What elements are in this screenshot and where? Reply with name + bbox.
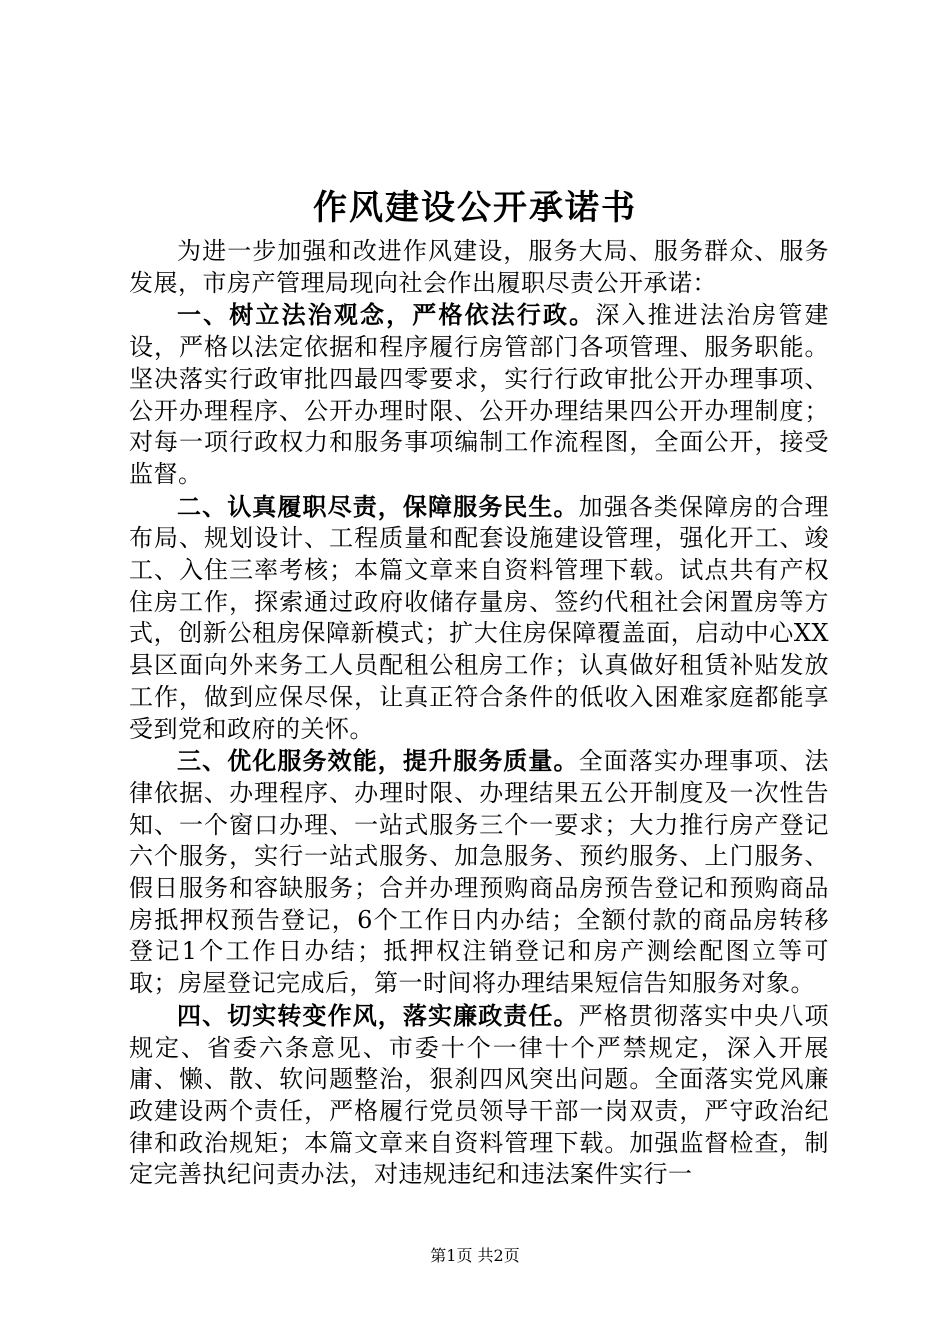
section-paragraph-3 bbox=[129, 745, 829, 1000]
section-paragraph-1 bbox=[129, 299, 829, 490]
section-paragraph-4 bbox=[129, 1000, 829, 1191]
section-text-3: 全面落实办理事项、法律依据、办理程序、办理时限、办理结果五公开制度及一次性告知、一个窗口办理、一站式服务三个一要求；大力推行房产登记六个服务，实行一站式服务、加急服务、预约服务、上门服务、假日服务和容缺服务；合并办理预购商品房预告登记和预购商品房抵押权预告登记，6个工作日内办结；全额付款的商品房转移登记1个工作日办结；抵押权注销登记和房产测绘配图立等可取；房屋登记完成后，第一时间将办理结果短信告知服务对象。 bbox=[129, 747, 830, 998]
section-text-4: 严格贯彻落实中央八项规定、省委六条意见、市委十个一律十个严禁规定，深入开展庸、懒、散、软问题整治，狠刹四风突出问题。全面落实党风廉政建设两个责任，严格履行党员领导干部一岗双责，严守政治纪律和政治规矩；本篇文章来自资料管理下载。加强监督检查，制定完善执纪问责办法，对违规违纪和违法案件实行一 bbox=[129, 1001, 830, 1189]
section-text-2: 加强各类保障房的合理布局、规划设计、工程质量和配套设施建设管理，强化开工、竣工、入住三率考核；本篇文章来自资料管理下载。试点共有产权住房工作，探索通过政府收储存量房、签约代租社会闲置房等方式，创新公租房保障新模式；扩大住房保障覆盖面，启动中心XX县区面向外来务工人员配租公租房工作；认真做好租赁补贴发放工作，做到应保尽保，让真正符合条件的低收入困难家庭都能享受到党和政府的关怀。 bbox=[129, 492, 830, 743]
document-body bbox=[129, 236, 829, 1191]
section-paragraph-2 bbox=[129, 491, 829, 746]
section-heading-3: 三、优化服务效能，提升服务质量。 bbox=[177, 746, 579, 776]
section-heading-2: 二、认真履职尽责，保障服务民生。 bbox=[177, 491, 579, 521]
section-text-1: 深入推进法治房管建设，严格以法定依据和程序履行房管部门各项管理、服务职能。坚决落实行政审批四最四零要求，实行行政审批公开办理事项、公开办理程序、公开办理时限、公开办理结果四公开办理制度；对每一项行政权力和服务事项编制工作流程图，全面公开，接受监督。 bbox=[129, 301, 830, 488]
page-number-footer: 第1页 共2页 bbox=[430, 1246, 520, 1265]
document-title: 作风建设公开承诺书 bbox=[313, 188, 637, 228]
section-heading-1: 一、树立法治观念，严格依法行政。 bbox=[177, 300, 596, 330]
section-heading-4: 四、切实转变作风，落实廉政责任。 bbox=[177, 1000, 579, 1030]
intro-paragraph: 为进一步加强和改进作风建设，服务大局、服务群众、服务发展，市房产管理局现向社会作出履职尽责公开承诺： bbox=[129, 237, 829, 297]
